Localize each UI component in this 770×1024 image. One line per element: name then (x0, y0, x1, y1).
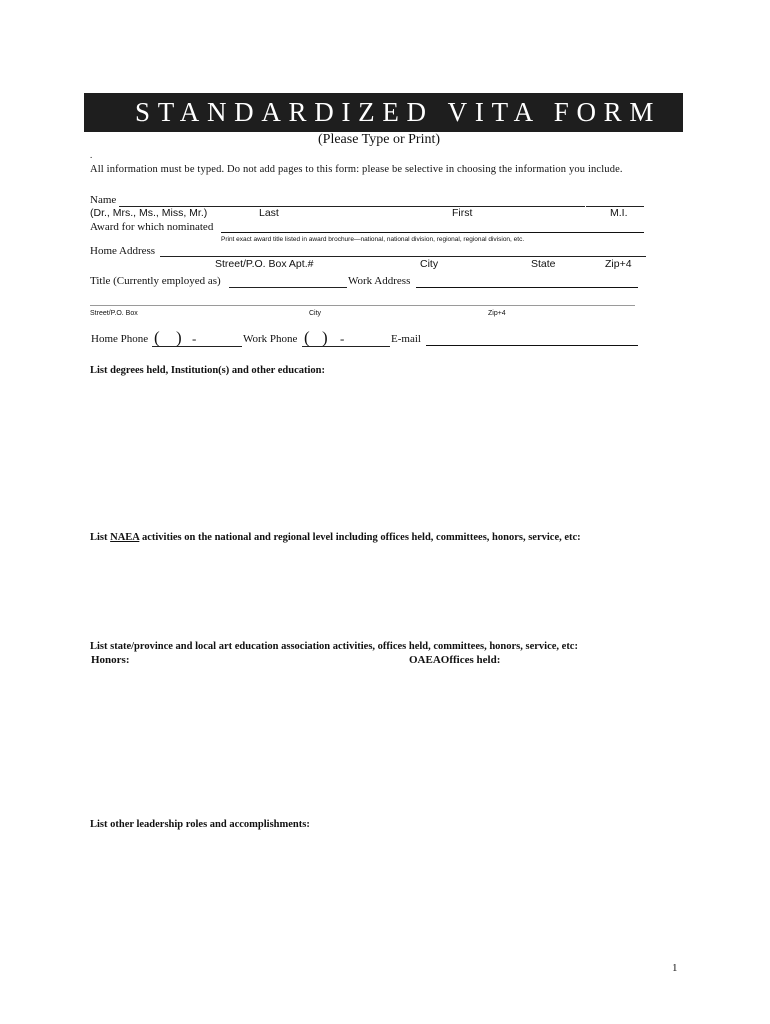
naea-suffix: activities on the national and regional level including offices held, committees, honors, service, etc: (139, 532, 581, 543)
work-address-field[interactable] (416, 287, 638, 288)
award-field[interactable] (221, 232, 644, 233)
oaea-heading: OAEAOffices held: (409, 654, 501, 666)
work-phone-open-paren: ( (304, 328, 310, 347)
award-label: Award for which nominated (90, 221, 214, 233)
work-phone-label: Work Phone (243, 333, 298, 345)
name-sublabel-titles: (Dr., Mrs., Ms., Miss, Mr.) (90, 207, 208, 219)
work-sublabel-zip: Zip+4 (488, 310, 506, 317)
home-sublabel-state: State (531, 258, 556, 270)
stray-dot: . (90, 150, 93, 160)
home-sublabel-street: Street/P.O. Box Apt.# (215, 258, 314, 270)
leadership-heading: List other leadership roles and accomplishments: (90, 819, 310, 830)
home-sublabel-zip: Zip+4 (605, 258, 632, 270)
honors-heading: Honors: (91, 654, 130, 666)
naea-prefix: List (90, 532, 111, 543)
instructions-text: All information must be typed. Do not add pages to this form: please be selective in choosing the information you include. (90, 164, 623, 175)
home-phone-close-paren: ) (176, 328, 182, 347)
home-phone-open-paren: ( (154, 328, 160, 347)
home-phone-field[interactable] (152, 346, 242, 347)
home-address-label: Home Address (90, 245, 156, 257)
work-sublabel-city: City (309, 310, 322, 317)
name-sublabel-first: First (452, 207, 473, 219)
title-label: Title (Currently employed as) (90, 275, 221, 287)
name-sublabel-mi: M.I. (610, 207, 628, 219)
work-sublabel-street: Street/P.O. Box (90, 310, 138, 317)
form-subtitle: (Please Type or Print) (318, 132, 441, 147)
degrees-heading: List degrees held, Institution(s) and other education: (90, 365, 326, 376)
work-phone-close-paren: ) (322, 328, 328, 347)
name-sublabel-last: Last (259, 207, 279, 219)
state-heading: List state/province and local art education association activities, offices held, committees, honors, service, etc: (90, 641, 578, 652)
work-address-label: Work Address (348, 275, 411, 287)
work-address-line-2[interactable] (90, 305, 635, 306)
home-phone-label: Home Phone (91, 333, 149, 345)
naea-underlined: NAEA (110, 532, 140, 543)
email-label: E-mail (391, 333, 421, 345)
title-field[interactable] (229, 287, 347, 288)
email-field[interactable] (426, 345, 638, 346)
home-sublabel-city: City (420, 258, 439, 270)
home-phone-dash: - (192, 331, 197, 346)
form-title: STANDARDIZED VITA FORM (135, 97, 662, 127)
work-phone-dash: - (340, 331, 345, 346)
award-note: Print exact award title listed in award brochure—national, national division, regional, regional division, etc. (221, 236, 525, 243)
page-number: 1 (672, 962, 678, 974)
work-phone-field[interactable] (302, 346, 390, 347)
naea-heading (90, 532, 581, 543)
name-label: Name (90, 194, 117, 206)
home-address-field[interactable] (160, 256, 646, 257)
